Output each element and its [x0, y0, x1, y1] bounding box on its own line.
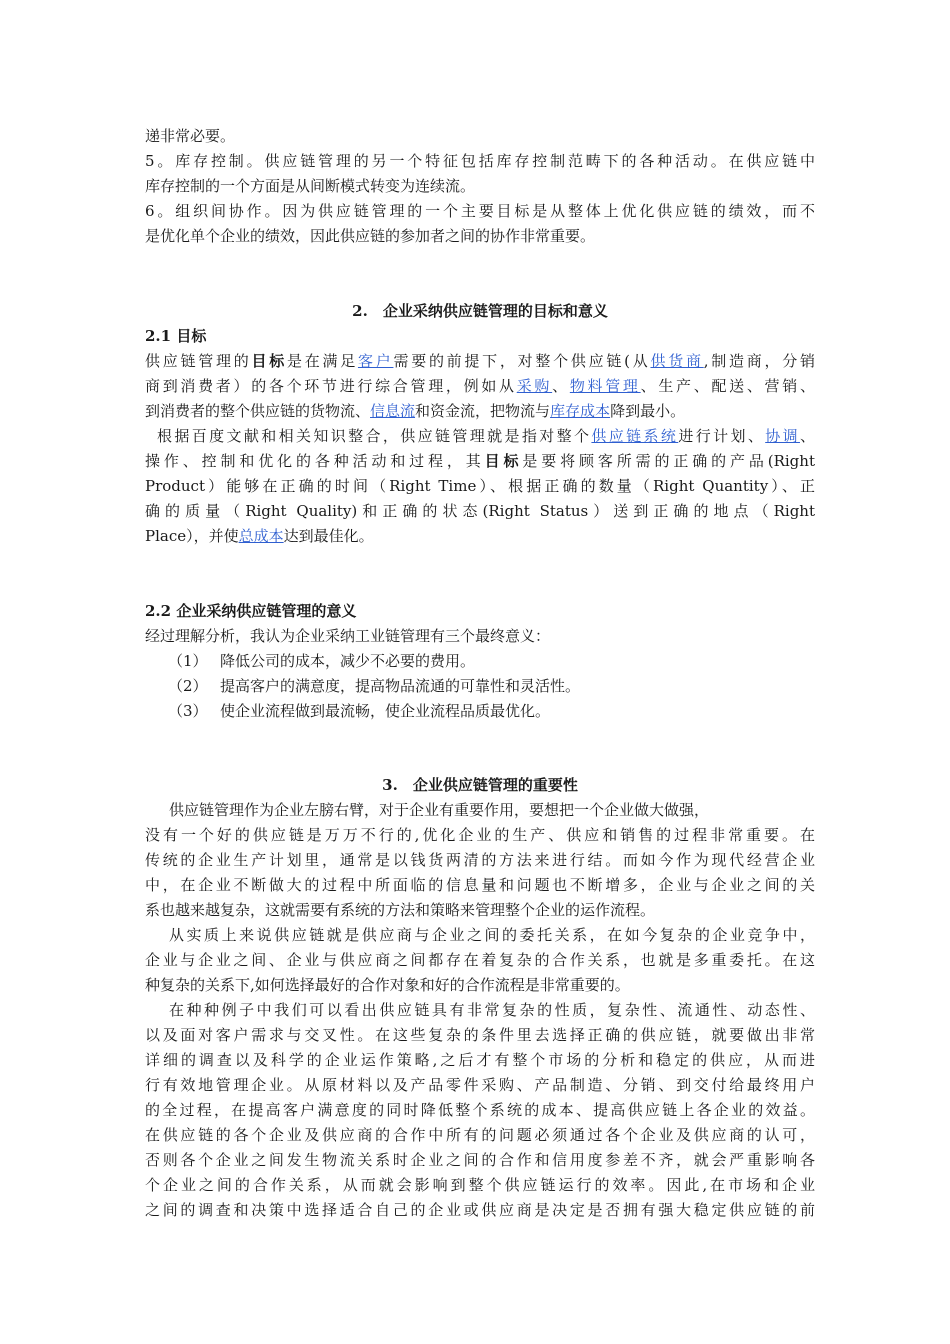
text-run: Place），并使	[145, 527, 239, 545]
text-run: 到消费者的整个供应链的货物流、	[145, 402, 371, 420]
text-run: 达到最佳化。	[283, 527, 374, 545]
paragraph-line: 没有一个好的供应链是万万不行的,优化企业的生产、供应和销售的过程非常重要。在	[145, 826, 815, 844]
link-supply-chain-system[interactable]: 供应链系统	[591, 427, 679, 445]
paragraph-line: 以及面对客户需求与交叉性。在这些复杂的条件里去选择正确的供应链，就要做出非常	[145, 1026, 815, 1044]
paragraph-line: 在供应链的各个企业及供应商的合作中所有的问题必须通过各个企业及供应商的认可，	[145, 1126, 815, 1144]
link-total-cost[interactable]: 总成本	[238, 527, 284, 545]
link-procurement[interactable]: 采购	[516, 377, 553, 395]
list-number: （2）	[168, 677, 208, 695]
text-run: 商到消费者）的各个环节进行综合管理，例如从	[145, 377, 517, 395]
paragraph-line: 库存控制的一个方面是从间断模式转变为连续流。	[145, 177, 476, 195]
list-item	[168, 651, 475, 671]
text-run: 需要的前提下，对整个供应链(从	[393, 352, 651, 370]
link-information-flow[interactable]: 信息流	[370, 402, 416, 420]
text-run: 、生产、配送、营销、	[640, 377, 815, 395]
paragraph-line: 经过理解分析，我认为企业采纳工业链管理有三个最终意义：	[145, 627, 551, 645]
paragraph-line: 之间的调查和决策中选择适合自己的企业或供应商是决定是否拥有强大稳定供应链的前	[145, 1201, 815, 1219]
list-item	[168, 701, 550, 721]
text-run: 、	[552, 377, 570, 395]
section-heading: 2. 企业采纳供应链管理的目标和意义	[352, 302, 608, 320]
text-run: 供应链管理的	[145, 352, 252, 370]
paragraph-line: 系也越来越复杂，这就需要有系统的方法和策略来管理整个企业的运作流程。	[145, 901, 656, 919]
paragraph-line: 企业与企业之间、企业与供应商之间都存在着复杂的合作关系，也就是多重委托。在这	[145, 951, 815, 969]
paragraph-line: 否则各个企业之间发生物流关系时企业之间的合作和信用度参差不齐，就会严重影响各	[145, 1151, 815, 1169]
paragraph-line	[145, 426, 815, 446]
paragraph-line: 供应链管理作为企业左膀右臂，对于企业有重要作用，要想把一个企业做大做强，	[169, 801, 710, 819]
text-run: 操作、控制和优化的各种活动和过程，其	[145, 452, 485, 470]
list-number: （3）	[168, 702, 208, 720]
subsection-heading: 2.2 企业采纳供应链管理的意义	[145, 602, 357, 620]
section-heading: 3. 企业供应链管理的重要性	[382, 776, 578, 794]
list-item	[168, 676, 580, 696]
list-text: 使企业流程做到最流畅，使企业流程品质最优化。	[220, 702, 551, 720]
text-run: 、	[799, 427, 815, 445]
bold-term: 目标	[251, 352, 287, 370]
paragraph-line: 详细的调查以及科学的企业运作策略,之后才有整个市场的分析和稳定的供应，从而进	[145, 1051, 815, 1069]
paragraph-line: 种复杂的关系下,如何选择最好的合作对象和好的合作流程是非常重要的。	[145, 976, 630, 994]
text-run: 进行计划、	[678, 427, 766, 445]
paragraph-line: 中，在企业不断做大的过程中所面临的信息量和问题也不断增多，企业与企业之间的关	[145, 876, 815, 894]
paragraph-line: 行有效地管理企业。从原材料以及产品零件采购、产品制造、分销、到交付给最终用户	[145, 1076, 815, 1094]
list-text: 提高客户的满意度，提高物品流通的可靠性和灵活性。	[220, 677, 581, 695]
link-inventory-cost[interactable]: 库存成本	[550, 402, 611, 420]
list-text: 降低公司的成本，减少不必要的费用。	[220, 652, 476, 670]
paragraph-line: 从实质上来说供应链就是供应商与企业之间的委托关系，在如今复杂的企业竞争中，	[169, 926, 815, 944]
paragraph-line: 传统的企业生产计划里，通常是以钱货两清的方法来进行结。而如今作为现代经营企业	[145, 851, 815, 869]
text-run: 和资金流，把物流与	[415, 402, 551, 420]
paragraph-line	[145, 451, 815, 471]
paragraph-line: 6。组织间协作。因为供应链管理的一个主要目标是从整体上优化供应链的绩效，而不	[145, 202, 815, 220]
link-coordination[interactable]: 协调	[765, 427, 800, 445]
list-number: （1）	[168, 652, 208, 670]
subsection-heading: 2.1 目标	[145, 327, 207, 345]
bold-term: 目标	[484, 452, 523, 470]
paragraph-line: Product）能够在正确的时间（Right Time）、根据正确的数量（Right Quantity）、正	[145, 477, 815, 495]
link-supplier[interactable]: 供货商	[650, 352, 704, 370]
text-run: 是要将顾客所需的正确的产品(Right	[522, 452, 815, 470]
paragraph-line: 在种种例子中我们可以看出供应链具有非常复杂的性质，复杂性、流通性、动态性、	[169, 1001, 815, 1019]
paragraph-line: 5。库存控制。供应链管理的另一个特征包括库存控制范畴下的各种活动。在供应链中	[145, 152, 815, 170]
link-material-management[interactable]: 物料管理	[569, 377, 641, 395]
paragraph-line: 递非常必要。	[145, 127, 236, 145]
paragraph-line	[145, 401, 815, 421]
link-customer[interactable]: 客户	[357, 352, 394, 370]
text-run: 根据百度文献和相关知识整合，供应链管理就是指对整个	[157, 427, 592, 445]
text-run: ,制造商，分销	[703, 352, 815, 370]
text-run: 是在满足	[286, 352, 358, 370]
text-run: 降到最小。	[610, 402, 686, 420]
paragraph-line: 确的质量（Right Quality)和正确的状态(Right Status）送到正确的地点（Right	[145, 502, 815, 520]
paragraph-line	[145, 526, 815, 546]
paragraph-line: 是优化单个企业的绩效，因此供应链的参加者之间的协作非常重要。	[145, 227, 596, 245]
paragraph-line: 的全过程，在提高客户满意度的同时降低整个系统的成本、提高供应链上各企业的效益。	[145, 1101, 815, 1119]
paragraph-line	[145, 351, 815, 371]
paragraph-line: 个企业之间的合作关系，从而就会影响到整个供应链运行的效率。因此,在市场和企业	[145, 1176, 815, 1194]
paragraph-line	[145, 376, 815, 396]
